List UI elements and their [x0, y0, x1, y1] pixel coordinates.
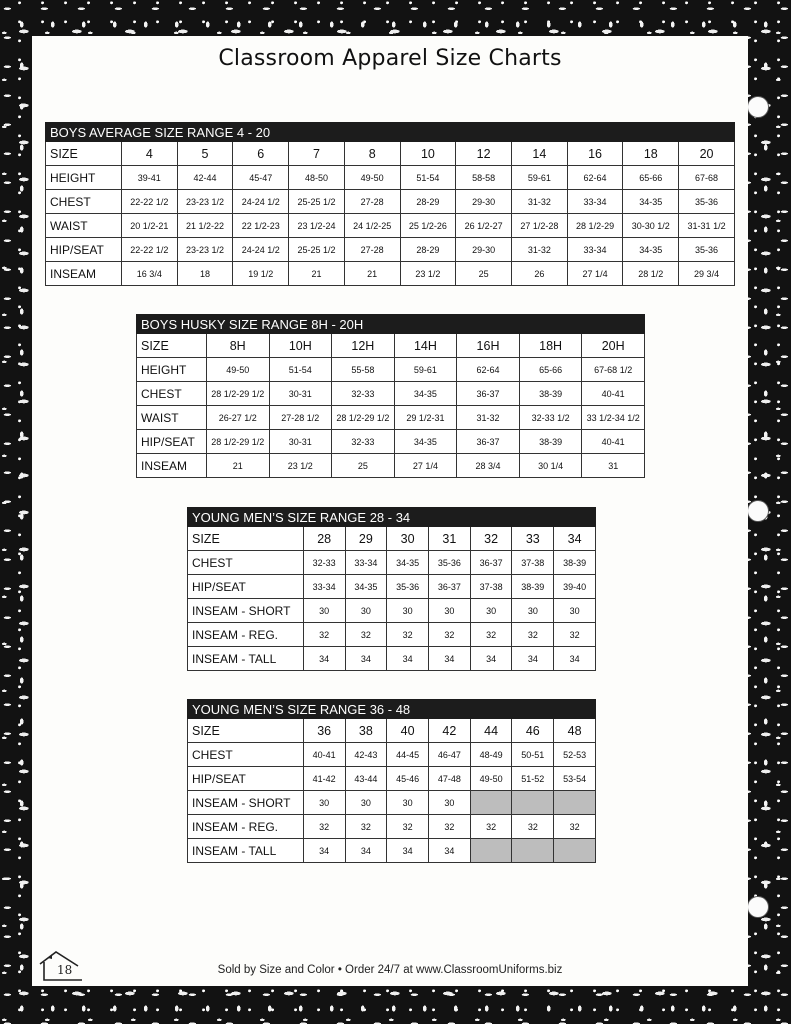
table-cell: 27-28 1/2	[269, 406, 332, 430]
size-header-row	[188, 719, 596, 743]
table-cell: 32-33 1/2	[519, 406, 582, 430]
table-heading: YOUNG MEN’S SIZE RANGE 28 - 34	[188, 508, 596, 527]
unavailable-cell	[470, 791, 512, 815]
size-cell: 40	[387, 719, 429, 743]
row-label: WAIST	[137, 406, 207, 430]
table-cell: 38-39	[519, 382, 582, 406]
table-cell: 32-33	[332, 382, 395, 406]
table-cell: 24-24 1/2	[233, 190, 289, 214]
size-cell: 14H	[394, 334, 457, 358]
table-cell: 16 3/4	[121, 262, 177, 286]
table-cell: 29 3/4	[679, 262, 735, 286]
table-cell: 39-41	[121, 166, 177, 190]
table-cell: 40-41	[303, 743, 345, 767]
table-cell: 51-54	[269, 358, 332, 382]
table-cell: 30	[428, 599, 470, 623]
table-cell: 31-32	[511, 190, 567, 214]
size-cell: 46	[512, 719, 554, 743]
size-cell: 42	[428, 719, 470, 743]
table-cell: 35-36	[679, 190, 735, 214]
table-cell: 34	[345, 839, 387, 863]
boys-average-size-table	[45, 122, 735, 286]
table-cell: 32	[470, 623, 512, 647]
table-cell: 25-25 1/2	[289, 190, 345, 214]
table-cell: 30	[387, 791, 429, 815]
table-cell: 22-22 1/2	[121, 238, 177, 262]
table-cell: 37-38	[470, 575, 512, 599]
table-cell: 34	[470, 647, 512, 671]
size-cell: 38	[345, 719, 387, 743]
table-cell: 36-37	[428, 575, 470, 599]
table-cell: 26 1/2-27	[456, 214, 512, 238]
table-row	[46, 214, 735, 238]
page	[32, 36, 748, 986]
table-cell: 32	[387, 815, 429, 839]
table-row	[46, 166, 735, 190]
row-label: CHEST	[188, 551, 304, 575]
table-cell: 21	[289, 262, 345, 286]
table-cell: 23-23 1/2	[177, 238, 233, 262]
table-cell: 23 1/2	[400, 262, 456, 286]
row-label: HIP/SEAT	[188, 575, 304, 599]
table-cell: 32	[428, 815, 470, 839]
table-cell: 48-50	[289, 166, 345, 190]
table-cell: 33-34	[303, 575, 345, 599]
table-cell: 30	[303, 599, 345, 623]
table-cell: 32	[303, 623, 345, 647]
young-mens-28-34-size-table	[187, 507, 596, 671]
unavailable-cell	[512, 791, 554, 815]
row-label: HIP/SEAT	[188, 767, 304, 791]
table-cell: 30	[470, 599, 512, 623]
table-cell: 27 1/2-28	[511, 214, 567, 238]
binder-hole	[747, 500, 769, 522]
row-label: CHEST	[46, 190, 122, 214]
table-cell: 28 1/2-29	[567, 214, 623, 238]
table-cell: 30	[387, 599, 429, 623]
table-cell: 32	[554, 815, 596, 839]
table-cell: 40-41	[582, 382, 645, 406]
table-row	[137, 358, 645, 382]
table-cell: 36-37	[457, 430, 520, 454]
row-label: HEIGHT	[137, 358, 207, 382]
table-cell: 40-41	[582, 430, 645, 454]
table-cell: 34	[345, 647, 387, 671]
table-cell: 58-58	[456, 166, 512, 190]
size-cell: 10	[400, 142, 456, 166]
table-cell: 49-50	[206, 358, 269, 382]
table-cell: 37-38	[512, 551, 554, 575]
table-cell: 34	[303, 647, 345, 671]
table-cell: 27 1/4	[567, 262, 623, 286]
table-cell: 32	[512, 815, 554, 839]
binder-hole	[747, 96, 769, 118]
table-cell: 36-37	[470, 551, 512, 575]
table-cell: 53-54	[554, 767, 596, 791]
unavailable-cell	[554, 791, 596, 815]
table-cell: 35-36	[428, 551, 470, 575]
table-cell: 36-37	[457, 382, 520, 406]
size-cell: 4	[121, 142, 177, 166]
table-cell: 34	[428, 647, 470, 671]
table-row	[137, 430, 645, 454]
table-cell: 27 1/4	[394, 454, 457, 478]
size-cell: 7	[289, 142, 345, 166]
table-cell: 50-51	[512, 743, 554, 767]
table-row	[46, 262, 735, 286]
size-cell: 18H	[519, 334, 582, 358]
table-cell: 30-31	[269, 430, 332, 454]
table-cell: 24-24 1/2	[233, 238, 289, 262]
table-cell: 28-29	[400, 190, 456, 214]
table-cell: 34	[387, 647, 429, 671]
table-cell: 21 1/2-22	[177, 214, 233, 238]
table-heading: BOYS HUSKY SIZE RANGE 8H - 20H	[137, 315, 645, 334]
table-row	[188, 599, 596, 623]
table-cell: 28 3/4	[457, 454, 520, 478]
size-header-row	[188, 527, 596, 551]
table-heading: BOYS AVERAGE SIZE RANGE 4 - 20	[46, 123, 735, 142]
table-cell: 25	[332, 454, 395, 478]
row-label: INSEAM - REG.	[188, 623, 304, 647]
table-cell: 59-61	[511, 166, 567, 190]
page-number: 18	[57, 963, 73, 977]
table-cell: 30	[345, 599, 387, 623]
size-cell: 8	[344, 142, 400, 166]
boys-husky-size-table	[136, 314, 645, 478]
table-cell: 19 1/2	[233, 262, 289, 286]
table-cell: 28-29	[400, 238, 456, 262]
table-cell: 25 1/2-26	[400, 214, 456, 238]
row-label: HEIGHT	[46, 166, 122, 190]
binder-hole	[747, 896, 769, 918]
table-cell: 62-64	[457, 358, 520, 382]
size-header-row	[137, 334, 645, 358]
table-row	[188, 767, 596, 791]
table-cell: 29 1/2-31	[394, 406, 457, 430]
table-cell: 34-35	[394, 430, 457, 454]
table-cell: 27-28	[344, 238, 400, 262]
table-heading: YOUNG MEN’S SIZE RANGE 36 - 48	[188, 700, 596, 719]
table-cell: 32	[345, 623, 387, 647]
table-cell: 51-52	[512, 767, 554, 791]
table-cell: 32-33	[332, 430, 395, 454]
table-cell: 25	[456, 262, 512, 286]
table-cell: 18	[177, 262, 233, 286]
table-cell: 34-35	[623, 190, 679, 214]
table-cell: 26-27 1/2	[206, 406, 269, 430]
table-cell: 49-50	[470, 767, 512, 791]
table-cell: 33-34	[567, 190, 623, 214]
table-cell: 39-40	[554, 575, 596, 599]
table-cell: 65-66	[519, 358, 582, 382]
row-label: CHEST	[137, 382, 207, 406]
size-cell: 18	[623, 142, 679, 166]
table-cell: 52-53	[554, 743, 596, 767]
size-cell: 14	[511, 142, 567, 166]
table-cell: 32	[428, 623, 470, 647]
table-cell: 34	[387, 839, 429, 863]
size-cell: 29	[345, 527, 387, 551]
table-cell: 32	[345, 815, 387, 839]
table-cell: 49-50	[344, 166, 400, 190]
table-row	[188, 647, 596, 671]
size-cell: 12H	[332, 334, 395, 358]
table-row	[137, 382, 645, 406]
size-cell: 12	[456, 142, 512, 166]
row-label: SIZE	[188, 719, 304, 743]
footer-text: Sold by Size and Color • Order 24/7 at www.ClassroomUniforms.biz	[217, 964, 563, 976]
table-cell: 47-48	[428, 767, 470, 791]
size-cell: 30	[387, 527, 429, 551]
table-cell: 31-31 1/2	[679, 214, 735, 238]
table-cell: 34	[554, 647, 596, 671]
table-cell: 24 1/2-25	[344, 214, 400, 238]
size-header-row	[46, 142, 735, 166]
unavailable-cell	[470, 839, 512, 863]
table-cell: 59-61	[394, 358, 457, 382]
table-row	[188, 575, 596, 599]
row-label: INSEAM - SHORT	[188, 599, 304, 623]
size-cell: 33	[512, 527, 554, 551]
table-cell: 51-54	[400, 166, 456, 190]
size-cell: 28	[303, 527, 345, 551]
size-cell: 20H	[582, 334, 645, 358]
table-row	[137, 454, 645, 478]
table-cell: 33 1/2-34 1/2	[582, 406, 645, 430]
table-cell: 30	[428, 791, 470, 815]
size-cell: 16H	[457, 334, 520, 358]
table-cell: 65-66	[623, 166, 679, 190]
table-cell: 27-28	[344, 190, 400, 214]
table-row	[188, 791, 596, 815]
size-cell: 36	[303, 719, 345, 743]
unavailable-cell	[512, 839, 554, 863]
page-title: Classroom Apparel Size Charts	[218, 46, 562, 71]
size-cell: 8H	[206, 334, 269, 358]
table-cell: 34-35	[387, 551, 429, 575]
table-cell: 22 1/2-23	[233, 214, 289, 238]
row-label: SIZE	[137, 334, 207, 358]
row-label: INSEAM - TALL	[188, 647, 304, 671]
table-cell: 42-44	[177, 166, 233, 190]
row-label: SIZE	[46, 142, 122, 166]
size-cell: 34	[554, 527, 596, 551]
table-cell: 26	[511, 262, 567, 286]
table-cell: 30-30 1/2	[623, 214, 679, 238]
table-cell: 48-49	[470, 743, 512, 767]
table-cell: 30	[303, 791, 345, 815]
table-cell: 44-45	[387, 743, 429, 767]
size-cell: 31	[428, 527, 470, 551]
table-cell: 20 1/2-21	[121, 214, 177, 238]
table-cell: 31	[582, 454, 645, 478]
table-cell: 34-35	[345, 575, 387, 599]
table-cell: 30	[512, 599, 554, 623]
young-mens-36-48-size-table	[187, 699, 596, 863]
table-cell: 32	[554, 623, 596, 647]
table-cell: 46-47	[428, 743, 470, 767]
table-cell: 22-22 1/2	[121, 190, 177, 214]
table-cell: 38-39	[512, 575, 554, 599]
size-cell: 44	[470, 719, 512, 743]
size-cell: 20	[679, 142, 735, 166]
table-cell: 23 1/2	[269, 454, 332, 478]
table-cell: 43-44	[345, 767, 387, 791]
row-label: INSEAM - REG.	[188, 815, 304, 839]
row-label: INSEAM - TALL	[188, 839, 304, 863]
size-cell: 5	[177, 142, 233, 166]
table-cell: 34-35	[394, 382, 457, 406]
table-cell: 62-64	[567, 166, 623, 190]
table-cell: 28 1/2	[623, 262, 679, 286]
table-cell: 29-30	[456, 238, 512, 262]
size-cell: 16	[567, 142, 623, 166]
size-cell: 10H	[269, 334, 332, 358]
table-cell: 34	[303, 839, 345, 863]
table-cell: 21	[344, 262, 400, 286]
table-cell: 38-39	[519, 430, 582, 454]
row-label: INSEAM - SHORT	[188, 791, 304, 815]
table-cell: 33-34	[345, 551, 387, 575]
table-row	[188, 815, 596, 839]
table-cell: 67-68 1/2	[582, 358, 645, 382]
table-cell: 33-34	[567, 238, 623, 262]
table-row	[188, 743, 596, 767]
table-cell: 30 1/4	[519, 454, 582, 478]
table-cell: 30-31	[269, 382, 332, 406]
table-cell: 21	[206, 454, 269, 478]
table-cell: 30	[345, 791, 387, 815]
table-cell: 41-42	[303, 767, 345, 791]
row-label: WAIST	[46, 214, 122, 238]
row-label: SIZE	[188, 527, 304, 551]
table-cell: 45-47	[233, 166, 289, 190]
row-label: CHEST	[188, 743, 304, 767]
size-cell: 6	[233, 142, 289, 166]
table-cell: 25-25 1/2	[289, 238, 345, 262]
table-row	[188, 551, 596, 575]
table-cell: 34-35	[623, 238, 679, 262]
row-label: INSEAM	[46, 262, 122, 286]
table-cell: 34	[428, 839, 470, 863]
table-row	[188, 623, 596, 647]
row-label: INSEAM	[137, 454, 207, 478]
table-cell: 55-58	[332, 358, 395, 382]
table-cell: 38-39	[554, 551, 596, 575]
table-cell: 23 1/2-24	[289, 214, 345, 238]
table-cell: 31-32	[457, 406, 520, 430]
table-cell: 32	[470, 815, 512, 839]
unavailable-cell	[554, 839, 596, 863]
table-cell: 23-23 1/2	[177, 190, 233, 214]
table-cell: 42-43	[345, 743, 387, 767]
table-cell: 34	[512, 647, 554, 671]
table-cell: 29-30	[456, 190, 512, 214]
table-row	[46, 190, 735, 214]
table-row	[137, 406, 645, 430]
table-cell: 35-36	[387, 575, 429, 599]
table-row	[188, 839, 596, 863]
table-cell: 31-32	[511, 238, 567, 262]
row-label: HIP/SEAT	[46, 238, 122, 262]
row-label: HIP/SEAT	[137, 430, 207, 454]
table-cell: 67-68	[679, 166, 735, 190]
table-cell: 45-46	[387, 767, 429, 791]
size-cell: 48	[554, 719, 596, 743]
table-cell: 35-36	[679, 238, 735, 262]
table-cell: 32	[387, 623, 429, 647]
table-cell: 28 1/2-29 1/2	[206, 382, 269, 406]
table-cell: 28 1/2-29 1/2	[332, 406, 395, 430]
table-cell: 32	[512, 623, 554, 647]
table-cell: 30	[554, 599, 596, 623]
table-cell: 28 1/2-29 1/2	[206, 430, 269, 454]
table-cell: 32-33	[303, 551, 345, 575]
size-cell: 32	[470, 527, 512, 551]
table-cell: 32	[303, 815, 345, 839]
table-row	[46, 238, 735, 262]
